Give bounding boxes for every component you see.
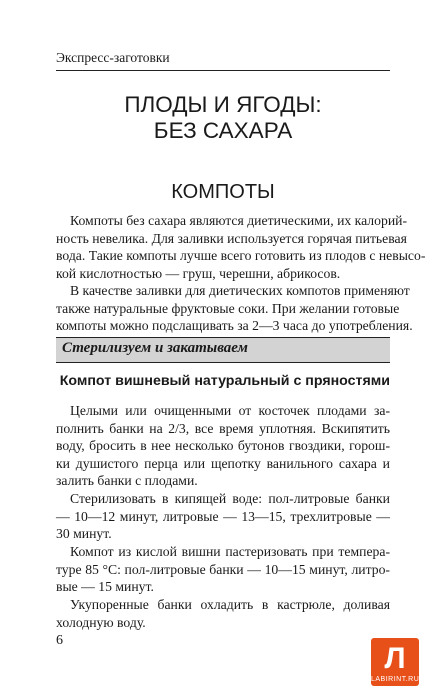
text-line: полнить банки на 2/3, все время уплотняя. Вскипятить xyxy=(56,420,390,436)
text-line: В качестве заливки для диетических компотов применяют xyxy=(70,283,410,298)
text-line: вые — 15 минут. xyxy=(56,579,154,594)
recipe-paragraph-3 xyxy=(56,543,390,596)
text-line: Компот из кислой вишни пастеризовать при темпера- xyxy=(70,544,390,559)
text-line: залить банки с плодами. xyxy=(56,473,198,488)
intro-paragraph-1 xyxy=(56,212,426,282)
header-rule xyxy=(56,70,390,71)
labirint-logo-glyph: Л xyxy=(384,642,406,675)
text-line: Целыми или очищенными от косточек плодами за- xyxy=(70,403,390,418)
section-title: КОМПОТЫ xyxy=(171,181,275,203)
page-number: 6 xyxy=(56,633,63,648)
text-line: — 10—12 минут, литровые — 13—15, трехлитровые — xyxy=(56,508,390,524)
labirint-logo xyxy=(371,638,419,686)
text-line: компоты можно подслащивать за 2—3 часа до употребления. xyxy=(56,318,413,333)
text-line: ность невелика. Для заливки используется горячая питьевая xyxy=(56,230,407,246)
recipe-paragraph-2 xyxy=(56,490,390,543)
text-line: Компоты без сахара являются диетическими, их калорий- xyxy=(70,213,408,228)
chapter-title-line1: ПЛОДЫ И ЯГОДЫ: xyxy=(124,92,322,117)
chapter-title xyxy=(56,92,390,144)
subsection-band xyxy=(56,337,390,363)
text-line: ки душистого перца или щепотку ванильного сахара и xyxy=(56,455,390,471)
chapter-title-line2: БЕЗ САХАРА xyxy=(153,118,293,143)
text-line: Укупоренные банки охладить в кастрюле, доливая xyxy=(70,597,390,612)
running-header: Экспресс-заготовки xyxy=(56,50,170,65)
text-line: вода. Такие компоты лучше всего готовить из плодов с невысо- xyxy=(56,248,426,263)
text-line: воду, бросить в нее несколько бутонов гвоздики, горош- xyxy=(56,438,390,453)
text-line: туре 85 °С: пол-литровые банки — 10—15 минут, литро- xyxy=(56,561,390,577)
text-line: кой кислотностью — груш, черешни, абрикосов. xyxy=(56,265,341,281)
text-line: холодную воду. xyxy=(56,614,146,630)
text-line: Стерилизовать в кипящей воде: пол-литровые банки xyxy=(70,491,390,506)
recipe-paragraph-1 xyxy=(56,402,390,490)
text-line: 30 минут. xyxy=(56,526,112,541)
intro-paragraph-2 xyxy=(56,282,413,335)
recipe-paragraph-4 xyxy=(56,596,390,631)
subsection-title: Стерилизуем и закатываем xyxy=(62,340,248,356)
text-line: также натуральные фруктовые соки. При желании готовые xyxy=(56,300,400,316)
labirint-logo-site: LABIRINT.RU xyxy=(371,676,420,683)
recipe-title: Компот вишневый натуральный с пряностями xyxy=(59,373,390,389)
